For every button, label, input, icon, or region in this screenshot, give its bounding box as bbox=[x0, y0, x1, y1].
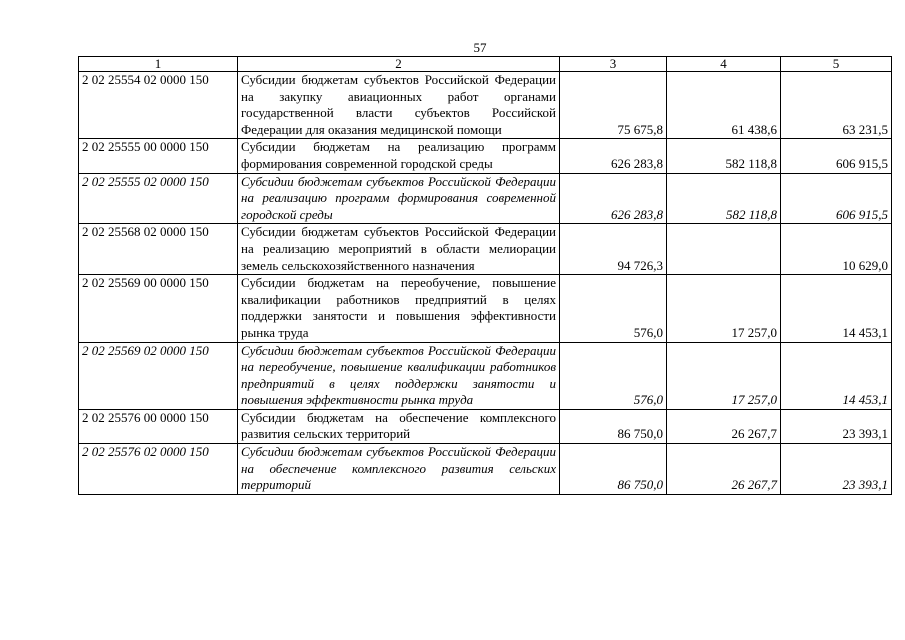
value-col5-cell: 14 453,1 bbox=[781, 342, 892, 409]
description-cell: Субсидии бюджетам на переобучение, повышение квалификации работников предприятий в целях поддержки занятости и повышения эффективности рынка труда bbox=[238, 275, 560, 342]
page-number: 57 bbox=[473, 40, 487, 55]
column-header-4: 4 bbox=[667, 57, 781, 72]
budget-code-cell: 2 02 25555 00 0000 150 bbox=[79, 139, 238, 173]
description-cell: Субсидии бюджетам субъектов Российской Федерации на переобучение, повышение квалификации работников предприятий в целях поддержки занятости и повышения эффективности рынка труда bbox=[238, 342, 560, 409]
value-col5-cell: 23 393,1 bbox=[781, 444, 892, 495]
description-cell: Субсидии бюджетам на обеспечение комплексного развития сельских территорий bbox=[238, 409, 560, 443]
column-header-5: 5 bbox=[781, 57, 892, 72]
value-col5-cell: 10 629,0 bbox=[781, 224, 892, 275]
value-col3-cell: 626 283,8 bbox=[560, 173, 667, 224]
value-col4-cell: 582 118,8 bbox=[667, 173, 781, 224]
budget-code-cell: 2 02 25569 00 0000 150 bbox=[79, 275, 238, 342]
table-row bbox=[79, 139, 892, 173]
description-cell: Субсидии бюджетам на реализацию программ формирования современной городской среды bbox=[238, 139, 560, 173]
value-col4-cell: 26 267,7 bbox=[667, 409, 781, 443]
value-col4-cell: 17 257,0 bbox=[667, 342, 781, 409]
budget-code-cell: 2 02 25555 02 0000 150 bbox=[79, 173, 238, 224]
description-cell: Субсидии бюджетам субъектов Российской Федерации на обеспечение комплексного развития сельских территорий bbox=[238, 444, 560, 495]
table-row bbox=[79, 72, 892, 139]
table-row bbox=[79, 173, 892, 224]
budget-code-cell: 2 02 25554 02 0000 150 bbox=[79, 72, 238, 139]
table-row bbox=[79, 409, 892, 443]
column-header-1: 1 bbox=[79, 57, 238, 72]
budget-code-cell: 2 02 25576 00 0000 150 bbox=[79, 409, 238, 443]
value-col3-cell: 576,0 bbox=[560, 342, 667, 409]
value-col4-cell bbox=[667, 224, 781, 275]
value-col3-cell: 94 726,3 bbox=[560, 224, 667, 275]
column-header-2: 2 bbox=[238, 57, 560, 72]
value-col3-cell: 86 750,0 bbox=[560, 409, 667, 443]
value-col4-cell: 582 118,8 bbox=[667, 139, 781, 173]
value-col4-cell: 61 438,6 bbox=[667, 72, 781, 139]
value-col3-cell: 86 750,0 bbox=[560, 444, 667, 495]
table-header-row bbox=[79, 57, 892, 72]
value-col5-cell: 63 231,5 bbox=[781, 72, 892, 139]
description-cell: Субсидии бюджетам субъектов Российской Федерации на закупку авиационных работ органами государственной власти субъектов Российской Федерации для оказания медицинской помощи bbox=[238, 72, 560, 139]
value-col4-cell: 17 257,0 bbox=[667, 275, 781, 342]
table-row bbox=[79, 342, 892, 409]
budget-code-cell: 2 02 25569 02 0000 150 bbox=[79, 342, 238, 409]
table-row bbox=[79, 275, 892, 342]
table-row bbox=[79, 444, 892, 495]
value-col5-cell: 14 453,1 bbox=[781, 275, 892, 342]
value-col5-cell: 23 393,1 bbox=[781, 409, 892, 443]
budget-code-cell: 2 02 25568 02 0000 150 bbox=[79, 224, 238, 275]
value-col4-cell: 26 267,7 bbox=[667, 444, 781, 495]
value-col3-cell: 626 283,8 bbox=[560, 139, 667, 173]
value-col3-cell: 75 675,8 bbox=[560, 72, 667, 139]
column-header-3: 3 bbox=[560, 57, 667, 72]
budget-table bbox=[78, 56, 892, 495]
value-col5-cell: 606 915,5 bbox=[781, 173, 892, 224]
value-col5-cell: 606 915,5 bbox=[781, 139, 892, 173]
description-cell: Субсидии бюджетам субъектов Российской Федерации на реализацию программ формирования современной городской среды bbox=[238, 173, 560, 224]
table-row bbox=[79, 224, 892, 275]
description-cell: Субсидии бюджетам субъектов Российской Федерации на реализацию мероприятий в области мелиорации земель сельскохозяйственного назначения bbox=[238, 224, 560, 275]
budget-code-cell: 2 02 25576 02 0000 150 bbox=[79, 444, 238, 495]
value-col3-cell: 576,0 bbox=[560, 275, 667, 342]
